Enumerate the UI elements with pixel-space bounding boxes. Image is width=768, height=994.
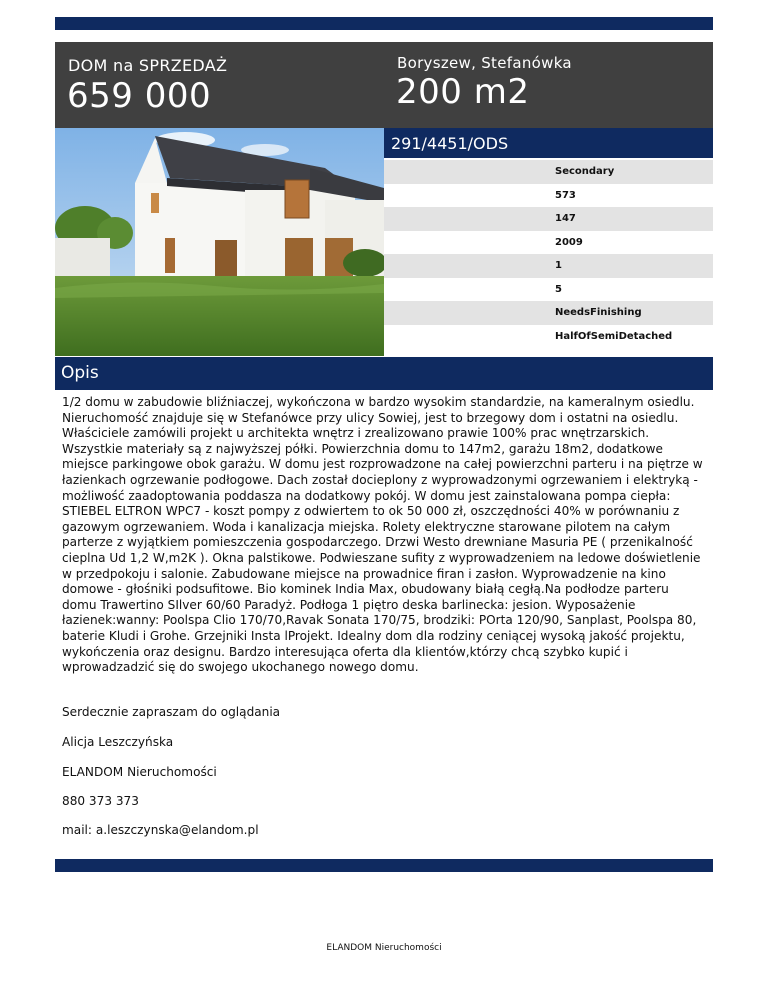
- top-accent-bar: [55, 17, 713, 30]
- listing-reference: 291/4451/ODS: [391, 134, 509, 153]
- attribute-row: 2009: [384, 231, 713, 255]
- attribute-row: 573: [384, 184, 713, 208]
- attribute-list: [384, 160, 713, 348]
- contact-agency: ELANDOM Nieruchomości: [62, 765, 217, 779]
- listing-type: DOM na SPRZEDAŻ: [68, 56, 228, 75]
- attribute-row: 5: [384, 278, 713, 302]
- listing-area: 200 m2: [396, 72, 530, 112]
- listing-location: Boryszew, Stefanówka: [397, 54, 572, 72]
- section-title: Opis: [61, 363, 99, 383]
- attribute-row: 1: [384, 254, 713, 278]
- contact-email: mail: a.leszczynska@elandom.pl: [62, 823, 259, 837]
- attribute-row: 147: [384, 207, 713, 231]
- description-text: 1/2 domu w zabudowie bliźniaczej, wykończona w bardzo wysokim standardzie, na kameralnym osiedlu. Nieruchomość znajduje się w Stefanówce przy ulicy Sowiej, jest to brzegowy dom i ostatni na osiedlu. Właściciele zamówili projekt u architekta wnętrz i zrealizowano prawie 100% prac wnętrzarskich. Wszystkie materiały są z najwyższej półki. Powierzchnia domu to 147m2, garażu 18m2, dodatkowe miejsce parkingowe obok garażu. W domu jest rozprowadzone na całej powierzchni parteru i na piętrze w łazienkach ogrzewanie podłogowe. Dach został docieplony z wyprowadzonymi ogrzewaniem i elektryką - możliwość zaadoptowania poddasza na dodatkowy pokój. W domu jest zainstalowana pompa ciepła: STIEBEL ELTRON WPC7 - koszt pompy z odwiertem to ok 50 000 zł, oszczędności 40% w porównaniu z gazowym ogrzewaniem. Woda i kanalizacja miejska. Rolety elektryczne starowane pilotem na całym parterze z wyjątkiem pomieszczenia gospodarczego. Drzwi Westo drewniane Masuria PE ( przenikalność cieplna Ud 1,2 W,m2K ). Okna palstikowe. Podwieszane sufity z wyprowadzeniem na ledowe doświetlenie w przedpokoju i salonie. Zabudowane miejsce na prowadnice firan i zasłon. Wyprowadzenie na kino domowe - głośniki podsufitowe. Bio kominek India Max, obudowany białą cegłą.Na podłodze parteru domu Trawertino SIlver 60/60 Paradyż. Podłoga 1 piętro deska barlinecka: jesion. Wyposażenie łazienek:wanny: Poolspa Clio 170/70,Ravak Sonata 170/75, brodziki: POrta 120/90, Sanplast, Poolspa 80, baterie Kludi i Grohe. Grzejniki Insta lProjekt. Idealny dom dla rodziny ceniącej wysoką jakość projektu, wykończenia oraz designu. Bardzo interesująca oferta dla klientów,którzy chcą szybko kupić i wprowadzadzić się do swojego ukochanego nowego domu.: [62, 395, 703, 675]
- reference-bar: [384, 128, 713, 158]
- contact-phone: 880 373 373: [62, 794, 139, 808]
- contact-greeting: Serdecznie zapraszam do oglądania: [62, 705, 281, 719]
- contact-agent: Alicja Leszczyńska: [62, 735, 174, 749]
- attribute-market: Secondary: [384, 160, 713, 184]
- listing-price: 659 000: [67, 76, 212, 116]
- listing-header: [55, 42, 713, 128]
- attribute-building-type: HalfOfSemiDetached: [384, 325, 713, 349]
- description-header: [55, 357, 713, 390]
- footer-text: ELANDOM Nieruchomości: [326, 943, 442, 953]
- property-photo: [55, 128, 384, 356]
- bottom-accent-bar: [55, 859, 713, 872]
- attribute-condition: NeedsFinishing: [384, 301, 713, 325]
